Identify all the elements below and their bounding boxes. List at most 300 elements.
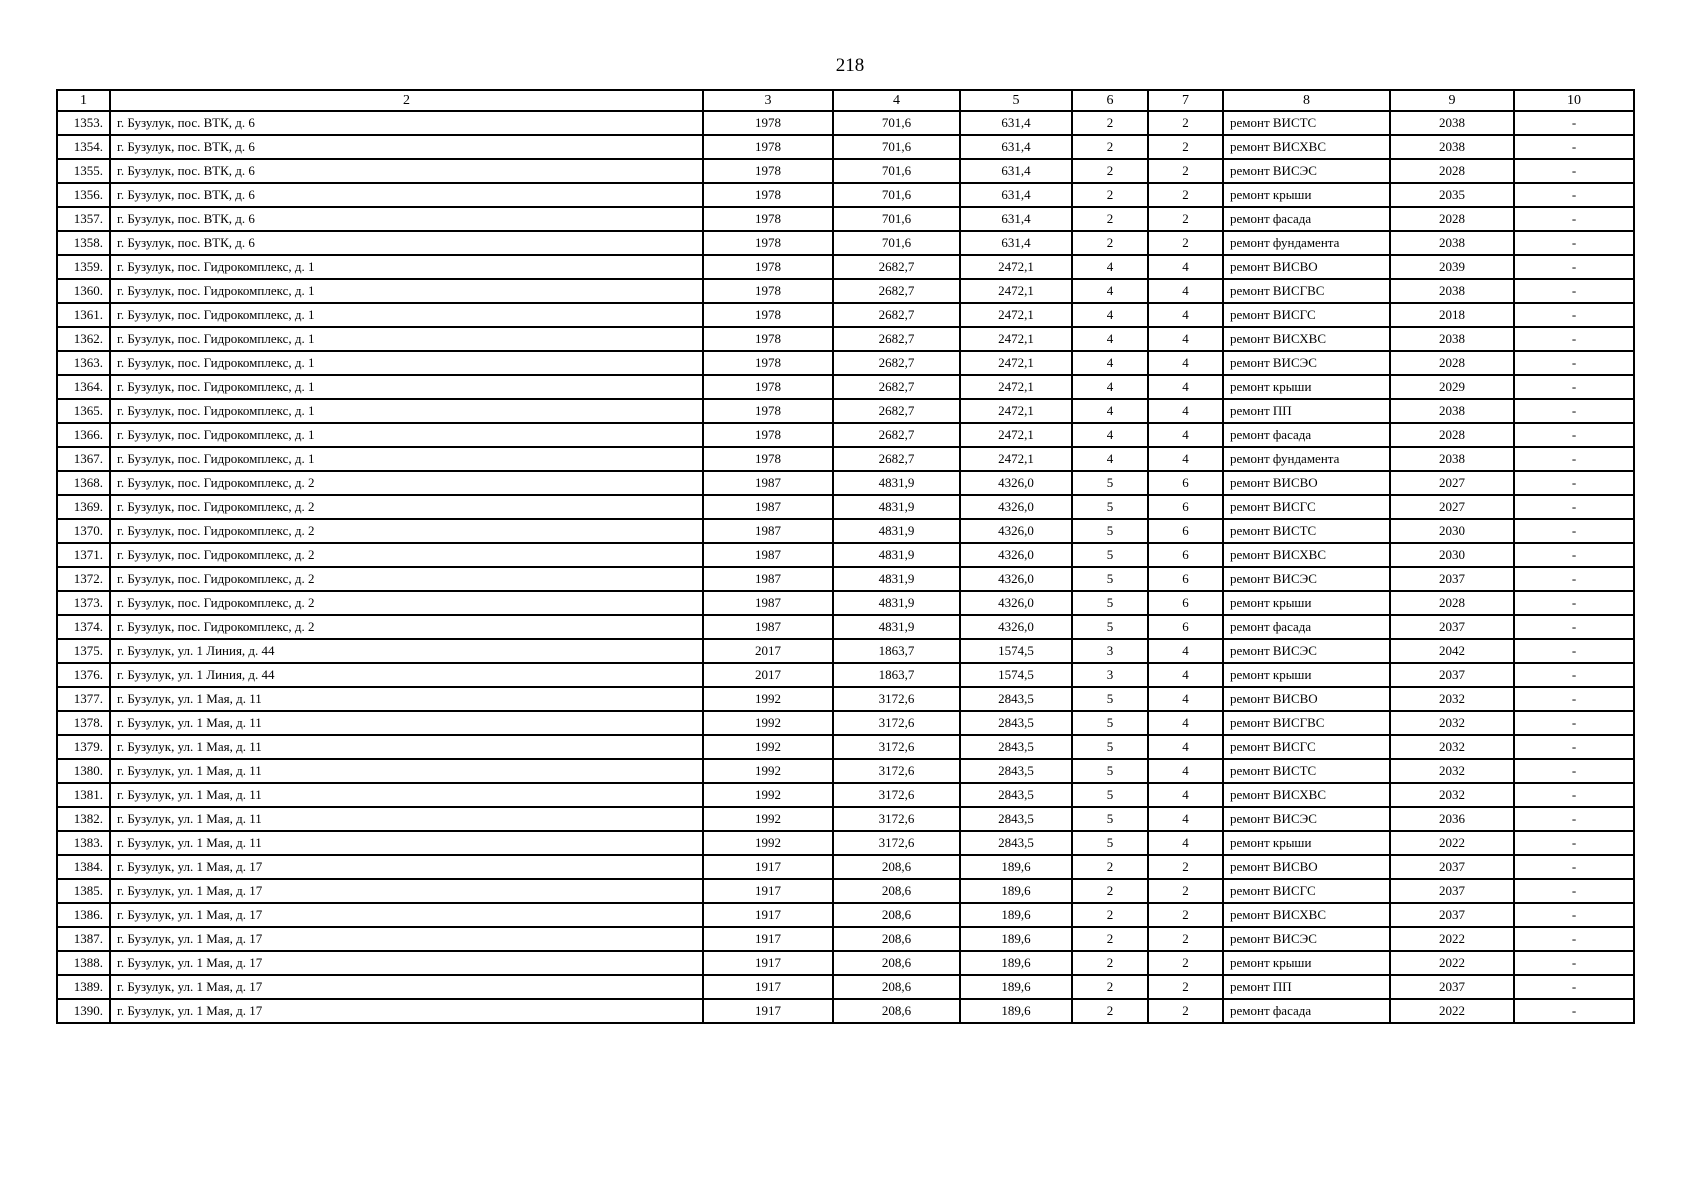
work-type-cell: ремонт фундамента bbox=[1223, 447, 1390, 471]
entrances-cell: 4 bbox=[1148, 807, 1223, 831]
address-cell: г. Бузулук, пос. Гидрокомплекс, д. 1 bbox=[110, 399, 703, 423]
table-row bbox=[57, 903, 1634, 927]
table-row bbox=[57, 303, 1634, 327]
row-number-cell: 1370. bbox=[57, 519, 110, 543]
entrances-cell: 4 bbox=[1148, 687, 1223, 711]
living-area-cell: 4326,0 bbox=[960, 471, 1072, 495]
table-row bbox=[57, 831, 1634, 855]
planned-year-cell: 2032 bbox=[1390, 759, 1514, 783]
row-number-cell: 1357. bbox=[57, 207, 110, 231]
work-type-cell: ремонт крыши bbox=[1223, 951, 1390, 975]
planned-year-cell: 2038 bbox=[1390, 279, 1514, 303]
living-area-cell: 4326,0 bbox=[960, 519, 1072, 543]
address-cell: г. Бузулук, ул. 1 Мая, д. 17 bbox=[110, 975, 703, 999]
work-type-cell: ремонт ВИСГС bbox=[1223, 303, 1390, 327]
planned-year-cell: 2028 bbox=[1390, 423, 1514, 447]
address-cell: г. Бузулук, пос. Гидрокомплекс, д. 1 bbox=[110, 423, 703, 447]
floors-cell: 5 bbox=[1072, 711, 1148, 735]
total-area-cell: 2682,7 bbox=[833, 327, 960, 351]
total-area-cell: 1863,7 bbox=[833, 663, 960, 687]
address-cell: г. Бузулук, пос. Гидрокомплекс, д. 2 bbox=[110, 615, 703, 639]
entrances-cell: 6 bbox=[1148, 519, 1223, 543]
entrances-cell: 2 bbox=[1148, 999, 1223, 1023]
total-area-cell: 2682,7 bbox=[833, 351, 960, 375]
note-cell: - bbox=[1514, 255, 1634, 279]
work-type-cell: ремонт ВИСВО bbox=[1223, 687, 1390, 711]
living-area-cell: 1574,5 bbox=[960, 663, 1072, 687]
year-cell: 1992 bbox=[703, 759, 833, 783]
living-area-cell: 2472,1 bbox=[960, 255, 1072, 279]
row-number-cell: 1359. bbox=[57, 255, 110, 279]
total-area-cell: 4831,9 bbox=[833, 615, 960, 639]
planned-year-cell: 2032 bbox=[1390, 783, 1514, 807]
row-number-cell: 1353. bbox=[57, 111, 110, 135]
floors-cell: 5 bbox=[1072, 495, 1148, 519]
planned-year-cell: 2037 bbox=[1390, 879, 1514, 903]
work-type-cell: ремонт ВИСВО bbox=[1223, 255, 1390, 279]
year-cell: 1978 bbox=[703, 375, 833, 399]
address-cell: г. Бузулук, ул. 1 Мая, д. 11 bbox=[110, 687, 703, 711]
address-cell: г. Бузулук, пос. Гидрокомплекс, д. 2 bbox=[110, 591, 703, 615]
table-row bbox=[57, 207, 1634, 231]
planned-year-cell: 2032 bbox=[1390, 735, 1514, 759]
address-cell: г. Бузулук, ул. 1 Мая, д. 11 bbox=[110, 783, 703, 807]
table-row bbox=[57, 447, 1634, 471]
year-cell: 1978 bbox=[703, 207, 833, 231]
note-cell: - bbox=[1514, 807, 1634, 831]
work-type-cell: ремонт ВИСГС bbox=[1223, 879, 1390, 903]
year-cell: 1978 bbox=[703, 423, 833, 447]
total-area-cell: 3172,6 bbox=[833, 831, 960, 855]
planned-year-cell: 2036 bbox=[1390, 807, 1514, 831]
floors-cell: 5 bbox=[1072, 519, 1148, 543]
living-area-cell: 4326,0 bbox=[960, 615, 1072, 639]
year-cell: 1978 bbox=[703, 351, 833, 375]
living-area-cell: 189,6 bbox=[960, 999, 1072, 1023]
planned-year-cell: 2042 bbox=[1390, 639, 1514, 663]
total-area-cell: 3172,6 bbox=[833, 711, 960, 735]
year-cell: 1978 bbox=[703, 279, 833, 303]
entrances-cell: 4 bbox=[1148, 375, 1223, 399]
work-type-cell: ремонт ВИСГВС bbox=[1223, 279, 1390, 303]
planned-year-cell: 2038 bbox=[1390, 447, 1514, 471]
year-cell: 1992 bbox=[703, 687, 833, 711]
address-cell: г. Бузулук, пос. ВТК, д. 6 bbox=[110, 207, 703, 231]
work-type-cell: ремонт ВИСХВС bbox=[1223, 135, 1390, 159]
living-area-cell: 4326,0 bbox=[960, 495, 1072, 519]
table-row bbox=[57, 111, 1634, 135]
planned-year-cell: 2038 bbox=[1390, 327, 1514, 351]
entrances-cell: 6 bbox=[1148, 543, 1223, 567]
row-number-cell: 1367. bbox=[57, 447, 110, 471]
work-type-cell: ремонт ВИСТС bbox=[1223, 759, 1390, 783]
row-number-cell: 1361. bbox=[57, 303, 110, 327]
living-area-cell: 631,4 bbox=[960, 111, 1072, 135]
table-row bbox=[57, 711, 1634, 735]
living-area-cell: 189,6 bbox=[960, 903, 1072, 927]
living-area-cell: 2472,1 bbox=[960, 399, 1072, 423]
living-area-cell: 2843,5 bbox=[960, 759, 1072, 783]
address-cell: г. Бузулук, ул. 1 Мая, д. 11 bbox=[110, 807, 703, 831]
work-type-cell: ремонт ВИСВО bbox=[1223, 471, 1390, 495]
work-type-cell: ремонт ВИСЭС bbox=[1223, 159, 1390, 183]
year-cell: 1987 bbox=[703, 519, 833, 543]
row-number-cell: 1360. bbox=[57, 279, 110, 303]
planned-year-cell: 2027 bbox=[1390, 471, 1514, 495]
living-area-cell: 189,6 bbox=[960, 927, 1072, 951]
note-cell: - bbox=[1514, 495, 1634, 519]
floors-cell: 2 bbox=[1072, 975, 1148, 999]
total-area-cell: 4831,9 bbox=[833, 567, 960, 591]
work-type-cell: ремонт ВИСТС bbox=[1223, 519, 1390, 543]
row-number-cell: 1362. bbox=[57, 327, 110, 351]
table-row bbox=[57, 423, 1634, 447]
work-type-cell: ремонт фасада bbox=[1223, 999, 1390, 1023]
living-area-cell: 2472,1 bbox=[960, 279, 1072, 303]
row-number-cell: 1369. bbox=[57, 495, 110, 519]
column-header: 4 bbox=[833, 90, 960, 111]
column-header: 7 bbox=[1148, 90, 1223, 111]
column-header: 2 bbox=[110, 90, 703, 111]
address-cell: г. Бузулук, пос. ВТК, д. 6 bbox=[110, 183, 703, 207]
year-cell: 1987 bbox=[703, 543, 833, 567]
floors-cell: 2 bbox=[1072, 231, 1148, 255]
table-row bbox=[57, 807, 1634, 831]
repair-schedule-table bbox=[56, 89, 1635, 1024]
living-area-cell: 2843,5 bbox=[960, 711, 1072, 735]
floors-cell: 2 bbox=[1072, 159, 1148, 183]
floors-cell: 5 bbox=[1072, 759, 1148, 783]
table-row bbox=[57, 255, 1634, 279]
year-cell: 1978 bbox=[703, 135, 833, 159]
planned-year-cell: 2027 bbox=[1390, 495, 1514, 519]
planned-year-cell: 2037 bbox=[1390, 615, 1514, 639]
total-area-cell: 4831,9 bbox=[833, 471, 960, 495]
address-cell: г. Бузулук, пос. Гидрокомплекс, д. 2 bbox=[110, 519, 703, 543]
work-type-cell: ремонт крыши bbox=[1223, 831, 1390, 855]
living-area-cell: 2472,1 bbox=[960, 351, 1072, 375]
total-area-cell: 1863,7 bbox=[833, 639, 960, 663]
year-cell: 1992 bbox=[703, 831, 833, 855]
table-row bbox=[57, 759, 1634, 783]
total-area-cell: 2682,7 bbox=[833, 375, 960, 399]
work-type-cell: ремонт фасада bbox=[1223, 423, 1390, 447]
address-cell: г. Бузулук, ул. 1 Линия, д. 44 bbox=[110, 639, 703, 663]
floors-cell: 4 bbox=[1072, 375, 1148, 399]
entrances-cell: 4 bbox=[1148, 663, 1223, 687]
address-cell: г. Бузулук, пос. Гидрокомплекс, д. 2 bbox=[110, 471, 703, 495]
table-row bbox=[57, 375, 1634, 399]
planned-year-cell: 2028 bbox=[1390, 207, 1514, 231]
living-area-cell: 631,4 bbox=[960, 207, 1072, 231]
total-area-cell: 701,6 bbox=[833, 135, 960, 159]
entrances-cell: 4 bbox=[1148, 639, 1223, 663]
entrances-cell: 4 bbox=[1148, 351, 1223, 375]
total-area-cell: 4831,9 bbox=[833, 495, 960, 519]
planned-year-cell: 2037 bbox=[1390, 903, 1514, 927]
column-header: 5 bbox=[960, 90, 1072, 111]
year-cell: 1917 bbox=[703, 975, 833, 999]
planned-year-cell: 2037 bbox=[1390, 567, 1514, 591]
floors-cell: 4 bbox=[1072, 279, 1148, 303]
row-number-cell: 1366. bbox=[57, 423, 110, 447]
planned-year-cell: 2038 bbox=[1390, 135, 1514, 159]
year-cell: 1917 bbox=[703, 927, 833, 951]
note-cell: - bbox=[1514, 927, 1634, 951]
note-cell: - bbox=[1514, 687, 1634, 711]
work-type-cell: ремонт ПП bbox=[1223, 399, 1390, 423]
work-type-cell: ремонт ВИСГВС bbox=[1223, 711, 1390, 735]
address-cell: г. Бузулук, пос. Гидрокомплекс, д. 2 bbox=[110, 543, 703, 567]
total-area-cell: 701,6 bbox=[833, 111, 960, 135]
address-cell: г. Бузулук, пос. Гидрокомплекс, д. 1 bbox=[110, 351, 703, 375]
year-cell: 1978 bbox=[703, 159, 833, 183]
planned-year-cell: 2028 bbox=[1390, 591, 1514, 615]
note-cell: - bbox=[1514, 639, 1634, 663]
row-number-cell: 1385. bbox=[57, 879, 110, 903]
work-type-cell: ремонт ВИСХВС bbox=[1223, 903, 1390, 927]
total-area-cell: 3172,6 bbox=[833, 735, 960, 759]
year-cell: 1978 bbox=[703, 447, 833, 471]
row-number-cell: 1371. bbox=[57, 543, 110, 567]
floors-cell: 5 bbox=[1072, 831, 1148, 855]
row-number-cell: 1377. bbox=[57, 687, 110, 711]
table-row bbox=[57, 471, 1634, 495]
note-cell: - bbox=[1514, 207, 1634, 231]
work-type-cell: ремонт крыши bbox=[1223, 663, 1390, 687]
note-cell: - bbox=[1514, 351, 1634, 375]
table-row bbox=[57, 855, 1634, 879]
page-number: 218 bbox=[835, 55, 865, 76]
work-type-cell: ремонт крыши bbox=[1223, 591, 1390, 615]
total-area-cell: 208,6 bbox=[833, 975, 960, 999]
work-type-cell: ремонт фасада bbox=[1223, 615, 1390, 639]
table-row bbox=[57, 975, 1634, 999]
entrances-cell: 4 bbox=[1148, 327, 1223, 351]
planned-year-cell: 2030 bbox=[1390, 519, 1514, 543]
work-type-cell: ремонт ВИСХВС bbox=[1223, 327, 1390, 351]
work-type-cell: ремонт ВИСХВС bbox=[1223, 543, 1390, 567]
planned-year-cell: 2037 bbox=[1390, 663, 1514, 687]
row-number-cell: 1373. bbox=[57, 591, 110, 615]
entrances-cell: 2 bbox=[1148, 855, 1223, 879]
year-cell: 1917 bbox=[703, 855, 833, 879]
planned-year-cell: 2028 bbox=[1390, 351, 1514, 375]
table-row bbox=[57, 183, 1634, 207]
total-area-cell: 701,6 bbox=[833, 183, 960, 207]
note-cell: - bbox=[1514, 591, 1634, 615]
floors-cell: 5 bbox=[1072, 687, 1148, 711]
table-row bbox=[57, 519, 1634, 543]
entrances-cell: 2 bbox=[1148, 207, 1223, 231]
planned-year-cell: 2022 bbox=[1390, 831, 1514, 855]
living-area-cell: 189,6 bbox=[960, 879, 1072, 903]
living-area-cell: 2472,1 bbox=[960, 375, 1072, 399]
table-row bbox=[57, 543, 1634, 567]
column-header: 6 bbox=[1072, 90, 1148, 111]
table-row bbox=[57, 951, 1634, 975]
year-cell: 1917 bbox=[703, 951, 833, 975]
table-row bbox=[57, 135, 1634, 159]
floors-cell: 4 bbox=[1072, 351, 1148, 375]
table-row bbox=[57, 327, 1634, 351]
year-cell: 1978 bbox=[703, 183, 833, 207]
entrances-cell: 4 bbox=[1148, 255, 1223, 279]
floors-cell: 5 bbox=[1072, 543, 1148, 567]
floors-cell: 2 bbox=[1072, 183, 1148, 207]
note-cell: - bbox=[1514, 327, 1634, 351]
living-area-cell: 2472,1 bbox=[960, 447, 1072, 471]
address-cell: г. Бузулук, ул. 1 Мая, д. 11 bbox=[110, 711, 703, 735]
year-cell: 1992 bbox=[703, 807, 833, 831]
year-cell: 1978 bbox=[703, 303, 833, 327]
total-area-cell: 3172,6 bbox=[833, 783, 960, 807]
living-area-cell: 2843,5 bbox=[960, 783, 1072, 807]
living-area-cell: 189,6 bbox=[960, 975, 1072, 999]
floors-cell: 2 bbox=[1072, 927, 1148, 951]
total-area-cell: 701,6 bbox=[833, 207, 960, 231]
floors-cell: 5 bbox=[1072, 783, 1148, 807]
living-area-cell: 189,6 bbox=[960, 855, 1072, 879]
floors-cell: 2 bbox=[1072, 111, 1148, 135]
note-cell: - bbox=[1514, 975, 1634, 999]
note-cell: - bbox=[1514, 159, 1634, 183]
living-area-cell: 631,4 bbox=[960, 135, 1072, 159]
entrances-cell: 6 bbox=[1148, 591, 1223, 615]
address-cell: г. Бузулук, пос. Гидрокомплекс, д. 1 bbox=[110, 255, 703, 279]
note-cell: - bbox=[1514, 543, 1634, 567]
table-row bbox=[57, 591, 1634, 615]
total-area-cell: 3172,6 bbox=[833, 807, 960, 831]
column-header: 8 bbox=[1223, 90, 1390, 111]
note-cell: - bbox=[1514, 615, 1634, 639]
total-area-cell: 2682,7 bbox=[833, 399, 960, 423]
row-number-cell: 1374. bbox=[57, 615, 110, 639]
address-cell: г. Бузулук, пос. Гидрокомплекс, д. 1 bbox=[110, 327, 703, 351]
note-cell: - bbox=[1514, 735, 1634, 759]
row-number-cell: 1354. bbox=[57, 135, 110, 159]
entrances-cell: 4 bbox=[1148, 759, 1223, 783]
row-number-cell: 1389. bbox=[57, 975, 110, 999]
row-number-cell: 1376. bbox=[57, 663, 110, 687]
living-area-cell: 1574,5 bbox=[960, 639, 1072, 663]
planned-year-cell: 2038 bbox=[1390, 231, 1514, 255]
planned-year-cell: 2037 bbox=[1390, 855, 1514, 879]
row-number-cell: 1368. bbox=[57, 471, 110, 495]
entrances-cell: 6 bbox=[1148, 471, 1223, 495]
note-cell: - bbox=[1514, 831, 1634, 855]
entrances-cell: 4 bbox=[1148, 447, 1223, 471]
table-row bbox=[57, 279, 1634, 303]
row-number-cell: 1383. bbox=[57, 831, 110, 855]
work-type-cell: ремонт ВИСТС bbox=[1223, 111, 1390, 135]
note-cell: - bbox=[1514, 447, 1634, 471]
address-cell: г. Бузулук, пос. ВТК, д. 6 bbox=[110, 159, 703, 183]
note-cell: - bbox=[1514, 399, 1634, 423]
row-number-cell: 1365. bbox=[57, 399, 110, 423]
address-cell: г. Бузулук, ул. 1 Мая, д. 11 bbox=[110, 759, 703, 783]
living-area-cell: 2472,1 bbox=[960, 327, 1072, 351]
note-cell: - bbox=[1514, 903, 1634, 927]
total-area-cell: 2682,7 bbox=[833, 303, 960, 327]
note-cell: - bbox=[1514, 999, 1634, 1023]
row-number-cell: 1386. bbox=[57, 903, 110, 927]
total-area-cell: 3172,6 bbox=[833, 687, 960, 711]
floors-cell: 5 bbox=[1072, 735, 1148, 759]
address-cell: г. Бузулук, ул. 1 Мая, д. 17 bbox=[110, 951, 703, 975]
total-area-cell: 4831,9 bbox=[833, 543, 960, 567]
table-row bbox=[57, 927, 1634, 951]
year-cell: 1978 bbox=[703, 399, 833, 423]
floors-cell: 2 bbox=[1072, 855, 1148, 879]
table-row bbox=[57, 567, 1634, 591]
planned-year-cell: 2022 bbox=[1390, 951, 1514, 975]
note-cell: - bbox=[1514, 231, 1634, 255]
total-area-cell: 4831,9 bbox=[833, 591, 960, 615]
address-cell: г. Бузулук, ул. 1 Мая, д. 17 bbox=[110, 855, 703, 879]
entrances-cell: 4 bbox=[1148, 831, 1223, 855]
planned-year-cell: 2028 bbox=[1390, 159, 1514, 183]
total-area-cell: 208,6 bbox=[833, 855, 960, 879]
entrances-cell: 2 bbox=[1148, 903, 1223, 927]
floors-cell: 4 bbox=[1072, 447, 1148, 471]
floors-cell: 5 bbox=[1072, 807, 1148, 831]
row-number-cell: 1388. bbox=[57, 951, 110, 975]
row-number-cell: 1355. bbox=[57, 159, 110, 183]
table-row bbox=[57, 615, 1634, 639]
work-type-cell: ремонт ВИСГС bbox=[1223, 495, 1390, 519]
address-cell: г. Бузулук, пос. ВТК, д. 6 bbox=[110, 111, 703, 135]
table-row bbox=[57, 231, 1634, 255]
floors-cell: 2 bbox=[1072, 903, 1148, 927]
note-cell: - bbox=[1514, 879, 1634, 903]
column-header: 3 bbox=[703, 90, 833, 111]
note-cell: - bbox=[1514, 567, 1634, 591]
entrances-cell: 2 bbox=[1148, 975, 1223, 999]
floors-cell: 3 bbox=[1072, 639, 1148, 663]
floors-cell: 2 bbox=[1072, 999, 1148, 1023]
table-header-row bbox=[57, 90, 1634, 111]
note-cell: - bbox=[1514, 111, 1634, 135]
address-cell: г. Бузулук, пос. Гидрокомплекс, д. 2 bbox=[110, 567, 703, 591]
address-cell: г. Бузулук, ул. 1 Мая, д. 17 bbox=[110, 879, 703, 903]
floors-cell: 5 bbox=[1072, 591, 1148, 615]
table-row bbox=[57, 399, 1634, 423]
planned-year-cell: 2039 bbox=[1390, 255, 1514, 279]
planned-year-cell: 2038 bbox=[1390, 111, 1514, 135]
work-type-cell: ремонт крыши bbox=[1223, 183, 1390, 207]
year-cell: 1992 bbox=[703, 711, 833, 735]
living-area-cell: 4326,0 bbox=[960, 591, 1072, 615]
entrances-cell: 4 bbox=[1148, 735, 1223, 759]
row-number-cell: 1356. bbox=[57, 183, 110, 207]
note-cell: - bbox=[1514, 135, 1634, 159]
planned-year-cell: 2022 bbox=[1390, 927, 1514, 951]
table-row bbox=[57, 159, 1634, 183]
living-area-cell: 631,4 bbox=[960, 159, 1072, 183]
entrances-cell: 2 bbox=[1148, 111, 1223, 135]
table-row bbox=[57, 735, 1634, 759]
entrances-cell: 4 bbox=[1148, 279, 1223, 303]
planned-year-cell: 2037 bbox=[1390, 975, 1514, 999]
floors-cell: 5 bbox=[1072, 567, 1148, 591]
address-cell: г. Бузулук, пос. Гидрокомплекс, д. 1 bbox=[110, 375, 703, 399]
floors-cell: 4 bbox=[1072, 255, 1148, 279]
year-cell: 1987 bbox=[703, 567, 833, 591]
living-area-cell: 2472,1 bbox=[960, 423, 1072, 447]
planned-year-cell: 2029 bbox=[1390, 375, 1514, 399]
total-area-cell: 208,6 bbox=[833, 903, 960, 927]
